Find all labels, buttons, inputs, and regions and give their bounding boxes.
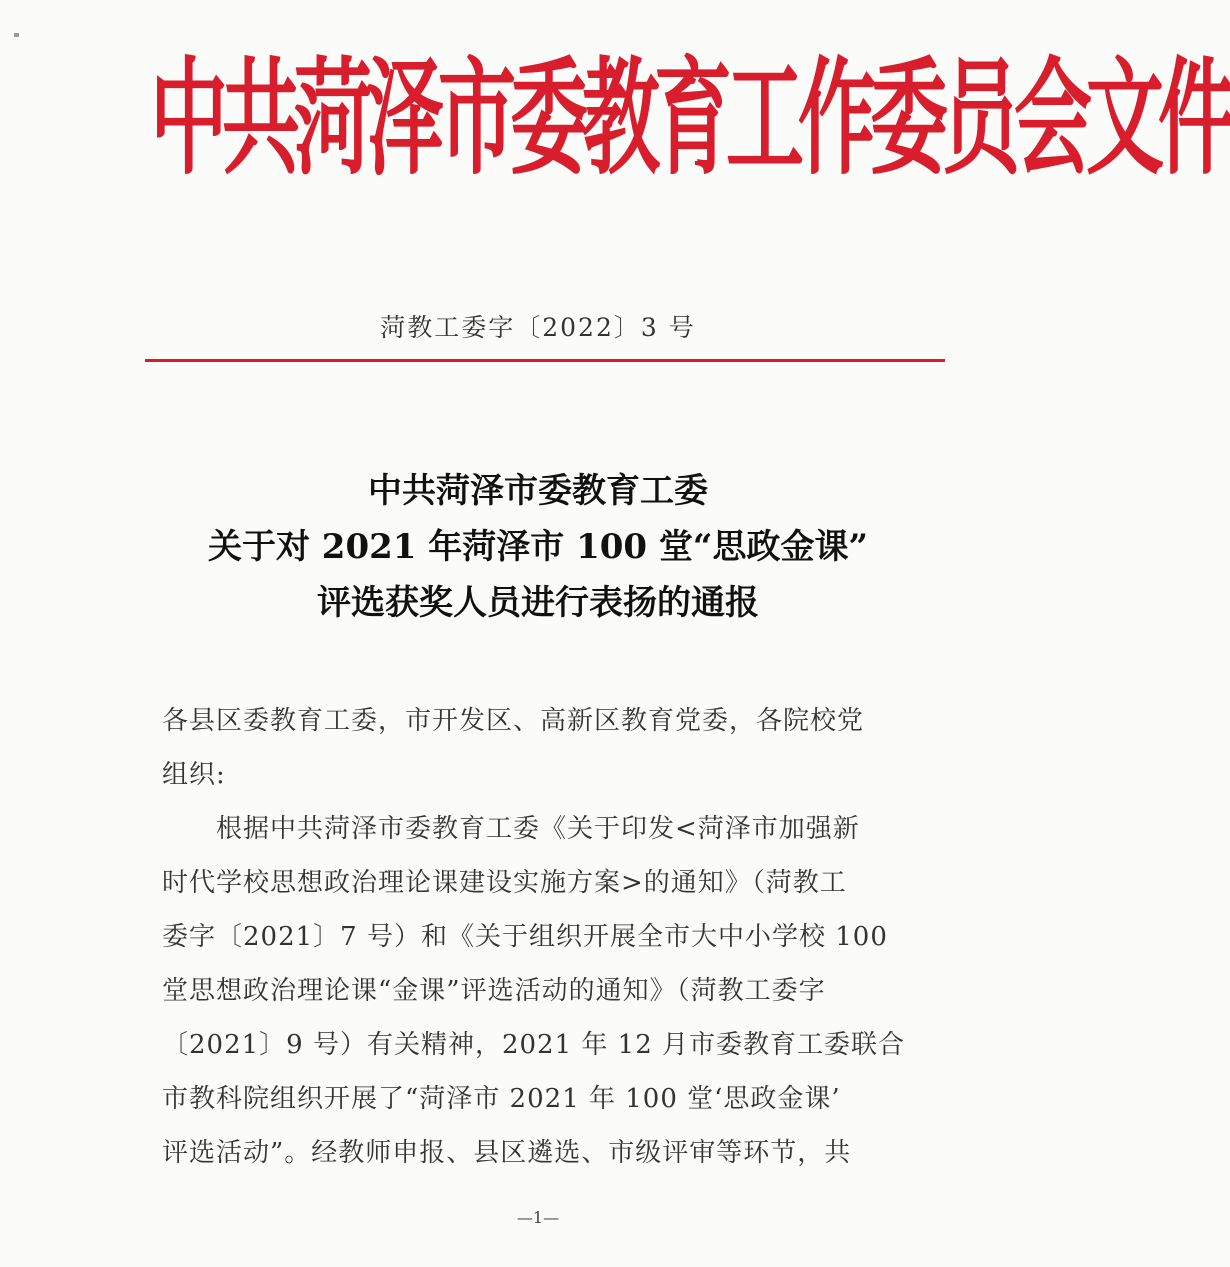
body-line: 根据中共菏泽市委教育工委《关于印发<菏泽市加强新 xyxy=(162,814,860,844)
notice-title xyxy=(0,463,1076,631)
title-line-3: 评选获奖人员进行表扬的通报 xyxy=(317,583,759,623)
body-line: 各县区委教育工委，市开发区、高新区教育党委，各院校党 xyxy=(162,706,865,736)
body-line: 堂思想政治理论课“金课”评选活动的通知》（菏教工委字 xyxy=(162,976,826,1006)
title-line-2: 关于对 2021 年菏泽市 100 堂“思政金课” xyxy=(207,527,869,567)
body-line: 评选活动”。经教师申报、县区遴选、市级评审等环节，共 xyxy=(162,1138,852,1168)
body-line: 委字〔2021〕7 号）和《关于组织开展全市大中小学校 100 xyxy=(162,922,888,952)
page-number: —1— xyxy=(516,1208,560,1227)
red-masthead: 中共菏泽市委教育工作委员会文件 xyxy=(150,45,1230,193)
body-line: 〔2021〕9 号）有关精神，2021 年 12 月市委教育工委联合 xyxy=(162,1030,906,1060)
scan-speck xyxy=(14,33,19,37)
body-line: 时代学校思想政治理论课建设实施方案>的通知》（菏教工 xyxy=(162,868,847,898)
title-line-1: 中共菏泽市委教育工委 xyxy=(368,471,708,511)
red-divider xyxy=(145,359,945,362)
body-line: 组织: xyxy=(162,760,226,790)
body-text xyxy=(162,694,942,1180)
body-line: 市教科院组织开展了“菏泽市 2021 年 100 堂‘思政金课’ xyxy=(162,1084,841,1114)
document-number: 菏教工委字〔2022〕3 号 xyxy=(380,313,696,342)
